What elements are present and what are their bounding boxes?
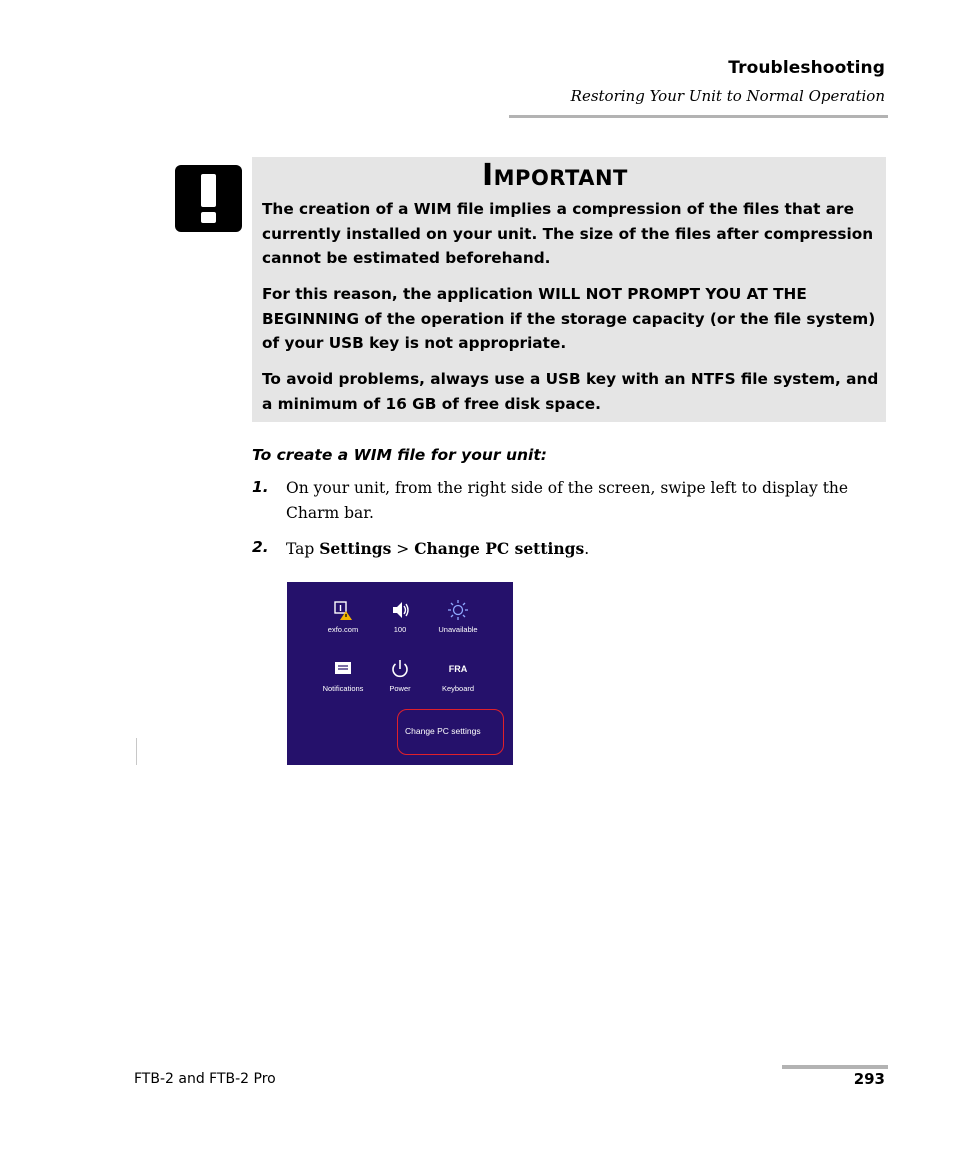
power-tile[interactable] (370, 657, 430, 693)
step-2-separator: > (391, 540, 415, 558)
step-1-number: 1. (252, 478, 269, 496)
network-label: exfo.com (327, 625, 359, 634)
change-pc-settings-link[interactable]: Change PC settings (405, 726, 481, 736)
important-title: Important (482, 158, 628, 193)
notifications-label: Notifications (322, 684, 364, 693)
step-1-text: On your unit, from the right side of the screen, swipe left to display the Charm bar. (286, 479, 849, 522)
step-2-prefix: Tap (286, 540, 320, 558)
important-paragraph-1: The creation of a WIM file implies a compression of the files that are currently installed on your unit. The size of the files after compression cannot be estimated beforehand. (262, 200, 874, 267)
volume-label: 100 (393, 625, 407, 634)
header-rule (509, 115, 888, 118)
step-2-settings: Settings (319, 539, 392, 558)
brightness-icon (428, 598, 488, 622)
brightness-tile[interactable] (428, 598, 488, 634)
keyboard-label: Keyboard (441, 684, 475, 693)
step-2-text (286, 537, 589, 562)
brightness-label: Unavailable (438, 625, 478, 634)
change-bar (136, 738, 137, 765)
important-paragraph-2: For this reason, the application WILL NOT PROMPT YOU AT THE BEGINNING of the operation if the storage capacity (or the file system) of your USB key is not appropriate. (262, 285, 876, 352)
step-2-suffix: . (584, 540, 590, 558)
network-warning-icon (313, 598, 373, 622)
step-2-number: 2. (252, 538, 269, 556)
notifications-tile[interactable] (313, 657, 373, 693)
product-name: FTB-2 and FTB-2 Pro (134, 1071, 276, 1087)
volume-icon (370, 598, 430, 622)
important-paragraph-3: To avoid problems, always use a USB key with an NTFS file system, and a minimum of 16 GB of free disk space. (262, 370, 879, 413)
keyboard-fra-text: FRA (448, 664, 468, 674)
keyboard-tile[interactable] (428, 657, 488, 693)
exclamation-icon (175, 165, 242, 232)
step-2-change-pc-settings: Change PC settings (414, 539, 585, 558)
keyboard-fra-icon (428, 657, 488, 681)
notifications-icon (313, 657, 373, 681)
footer-rule (782, 1065, 888, 1069)
settings-charm-screenshot (287, 582, 513, 765)
volume-tile[interactable] (370, 598, 430, 634)
chapter-title: Troubleshooting (728, 58, 885, 78)
power-label: Power (389, 684, 411, 693)
power-icon (370, 657, 430, 681)
procedure-heading: To create a WIM file for your unit: (252, 446, 547, 464)
highlight-circle (397, 709, 504, 755)
page-number: 293 (853, 1070, 885, 1088)
section-title: Restoring Your Unit to Normal Operation (570, 87, 885, 105)
network-tile[interactable] (313, 598, 373, 634)
